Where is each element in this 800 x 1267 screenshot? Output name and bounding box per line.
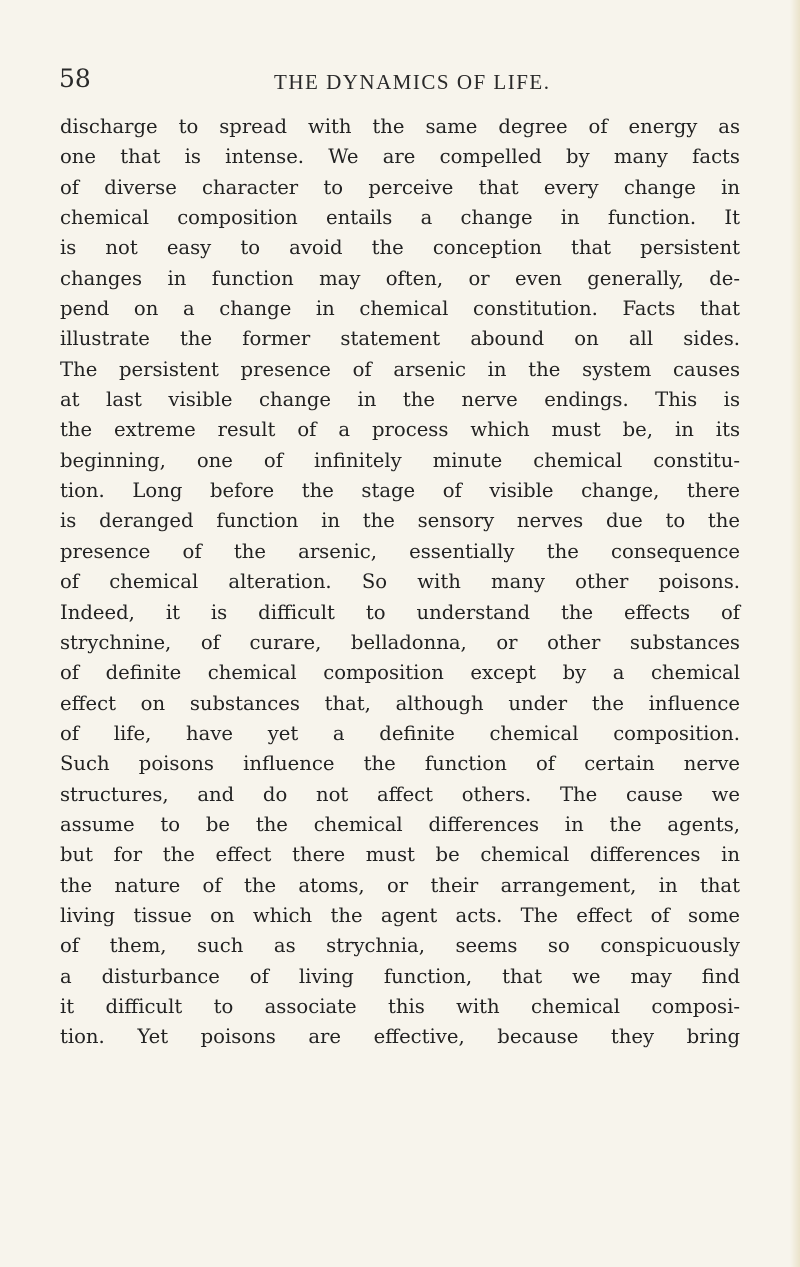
text-line: a disturbance of living function, that we may find [60,964,740,988]
text-line: assume to be the chemical differences in the agents, [60,812,740,836]
text-line: changes in function may often, or even generally, de- [60,266,740,290]
text-line: beginning, one of infinitely minute chemical constitu- [60,448,740,472]
text-line: tion. Long before the stage of visible change, there [60,479,740,503]
text-line: Indeed, it is difficult to understand the effects of [60,600,740,624]
text-line: at last visible change in the nerve endings. This is [60,388,740,412]
text-line: of diverse character to perceive that every change in [60,175,740,199]
text-line: is deranged function in the sensory nerves due to the [60,509,740,533]
text-line: chemical composition entails a change in function. It [60,206,740,230]
text-line: discharge to spread with the same degree of energy as [60,115,740,138]
text-line: one that is intense. We are compelled by many facts [60,145,740,169]
text-line: pend on a change in chemical constitution. Facts that [60,297,740,321]
page-edge-shading [790,0,800,1267]
text-line: Such poisons influence the function of certain nerve [60,752,740,776]
text-line: tion. Yet poisons are effective, because they bring [60,1025,740,1049]
text-line: the extreme result of a process which must be, in its [60,418,740,442]
text-line: but for the effect there must be chemical differences in [60,843,740,867]
text-line: effect on substances that, although under the influence [60,691,740,715]
body-text [60,112,740,1053]
text-line: of life, have yet a definite chemical composition. [60,721,740,745]
page-number: 58 [59,64,91,93]
text-line: The persistent presence of arsenic in the system causes [60,357,740,381]
text-line: strychnine, of curare, belladonna, or other substances [60,630,740,654]
text-line: living tissue on which the agent acts. The effect of some [60,903,740,927]
text-line: the nature of the atoms, or their arrangement, in that [60,873,740,897]
page-header [0,64,800,104]
text-line: presence of the arsenic, essentially the consequence [60,539,740,563]
text-line: structures, and do not affect others. The cause we [60,782,740,806]
text-line: of them, such as strychnia, seems so conspicuously [60,934,740,958]
text-line: of chemical alteration. So with many other poisons. [60,570,740,594]
text-line: of definite chemical composition except by a chemical [60,661,740,685]
text-line: illustrate the former statement abound on all sides. [60,327,740,351]
running-title: THE DYNAMICS OF LIFE. [274,70,551,94]
text-line: is not easy to avoid the conception that persistent [60,236,740,260]
text-line: it difficult to associate this with chemical composi- [60,994,740,1018]
